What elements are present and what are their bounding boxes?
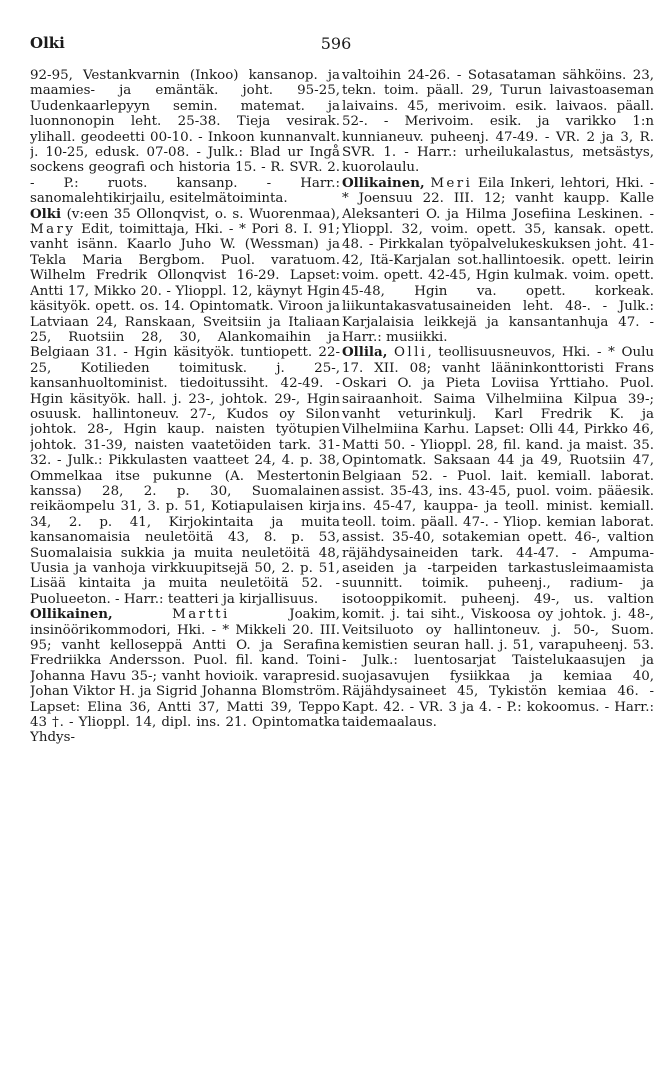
entry-continuation [342, 68, 654, 176]
entry-olki [30, 207, 340, 608]
entry-given-name: Mary [30, 222, 76, 238]
left-column [30, 68, 340, 746]
entry-name: Ollikainen, [342, 174, 425, 191]
entry-name: Ollila, [342, 344, 388, 361]
entry-continuation [30, 68, 340, 207]
entry-name: Ollikainen, [30, 606, 113, 623]
entry-text: Edit, toimittaja, Hki. - * Pori 8. I. 91; vanht isänn. Kaarlo Juho W. (Wessman) ja Tekla Maria Bergbom. Puol. varatuom. Wilhelm Fredrik Ollonqvist 16-29. Lapset: Antti 17, Mikko 20. - Ylioppl. 12, käynyt Hgin käsityök. opett. os. 14. Opintomatk. Viroon ja Latviaan 24, Ranskaan, Sveitsiin ja Italiaan 25, Ruotsiin 28, 30, Alankomaihin ja Belgiaan 31. - Hgin käsityök. tuntiopett. 22-25, Kotilieden toimitusk. j. 25-, kansanhuoltominist. tiedoitussiht. 42-49. - Hgin käsityök. hall. j. 23-, johtok. 29-, Hgin osuusk. hallintoneuv. 27-, Kudos oy Silon johtok. 28-, Hgin kaup. naisten työtupien johtok. 31-39, naisten vaatetöiden tark. 31-32. - Julk.: Pikkulasten vaatteet 24, 4. p. 38, Ommelkaa itse pukunne (A. Mestertonin kanssa) 28, 2. p. 30, Suomalainen reikäompelu 31, 3. p. 51, Kotiapulaisen kirja 34, 2. p. 41, Kirjokintaita ja muita kansanomaisia neuletöitä 43, 8. p. 53, Suomalaisia sukkia ja muita neuletöitä 48, Uusia ja vanhoja virkkuupitsejä 50, 2. p. 51, Lisää kintaita ja muita neuletöitä 52. - Puolueeton. - Harr.: teatteri ja kirjallisuus. [30, 222, 340, 607]
entry-text: valtoihin 24-26. - Sotasataman sähköins. 23, tekn. toim. päall. 29, Turun laivastoaseman laivains. 45, merivoim. esik. laivaos. päall. 52-. - Merivoim. esik. ja varikko 1:n kunnianeuv. puheenj. 47-49. - VR. 2 ja 3, R. SVR. 1. - Harr.: urheilukalastus, metsästys, kuorolaulu. [342, 68, 654, 176]
entry-given-name: Olli [393, 345, 428, 361]
entry-ollikainen-meri [342, 176, 654, 345]
entry-ollikainen-martti [30, 607, 340, 746]
entry-given-name: Meri [430, 175, 473, 191]
entry-text: 92-95, Vestankvarnin (Inkoo) kansanop. ja maamies- ja emäntäk. joht. 95-25, Uudenkaarlepyyn semin. matemat. ja luonnonopin leht. 25-38. Tieja vesirak. ylihall. geodeetti 00-10. - Inkoon kunnanvalt. j. 10-25, edusk. 07-08. - Julk.: Blad ur Ingå sockens geografi och historia 15. - R. SVR. 2. - P.: ruots. kansanp. - Harr.: sanomalehtikirjailu, esitelmätoiminta. [30, 68, 340, 207]
page-number: 596 [320, 34, 352, 53]
running-header [30, 34, 642, 58]
entry-given-name: Martti [172, 607, 230, 623]
entry-text: , teollisuusneuvos, Hki. - * Oulu 17. XII. 08; vanht lääninkonttoristi Frans Oskari O. ja Pieta Loviisa Yrttiaho. Puol. sairaanhoit. Saima Vilhelmiina Kilpua 39-; vanht veturinkulj. Karl Fredrik K. ja Vilhelmiina Karhu. Lapset: Olli 44, Pirkko 46, Matti 50. - Ylioppl. 28, fil. kand. ja maist. 35. Opintomatk. Saksaan 44 ja 49, Ruotsiin 47, Belgiaan 52. - Puol. lait. kemiall. laborat. assist. 35-43, ins. 43-45, puol. voim. pääesik. ins. 45-47, kauppa- ja teoll. minist. kemiall. teoll. toim. päall. 47-. - Yliop. kemian laborat. assist. 35-40, sotakemian opett. 46-, valtion räjähdysaineiden tark. 44-47. - Ampuma-aseiden ja -tarpeiden tarkastusleimaamista suunnitt. toimik. puheenj., radium- ja isotooppikomit. puheenj. 49-, us. valtion komit. j. tai siht., Viskoosa oy johtok. j. 48-, Veitsiluoto oy hallintoneuv. j. 50-, Suom. kemistien seuran hall. j. 51, varapuheenj. 53. - Julk.: luentosarjat Taistelukaasujen ja suojasavujen fysiikkaa ja kemiaa 40, Räjähdysaineet 45, Tykistön kemiaa 46. - Kapt. 42. - VR. 3 ja 4. - P.: kokoomus. - Harr.: taidemaalaus. [342, 345, 654, 731]
entry-pre: (v:een 35 Ollonqvist, o. s. Wuorenmaa), [61, 206, 340, 222]
entry-text: Joakim, insinöörikommodori, Hki. - * Mikkeli 20. III. 95; vanht kelloseppä Antti O. ja Serafina Fredriikka Andersson. Puol. fil. kand. Toini Johanna Havu 35-; vanht hovioik. varapresid. Johan Viktor H. ja Sigrid Johanna Blomström. Lapset: Elina 36, Antti 37, Matti 39, Teppo 43 †. - Ylioppl. 14, dipl. ins. 21. Opintomatka Yhdys- [30, 607, 340, 746]
header-word: Olki [30, 34, 65, 52]
right-column [342, 68, 654, 730]
entry-name: Olki [30, 205, 62, 222]
entry-ollila-olli [342, 345, 654, 730]
entry-text: Eila Inkeri, lehtori, Hki. - * Joensuu 22. III. 12; vanht kaupp. Kalle Aleksanteri O. ja Hilma Josefiina Leskinen. - Ylioppl. 32, voim. opett. 35, kansak. opett. 48. - Pirkkalan työpalvelukeskuksen joht. 41-42, Itä-Karjalan sot.hallintoesik. opett. leirin voim. opett. 42-45, Hgin kulmak. voim. opett. 45-48, Hgin va. opett. korkeak. liikuntakasvatusaineiden leht. 48-. - Julk.: Karjalaisia leikkejä ja kansantanhuja 47. - Harr.: musiikki. [342, 175, 654, 345]
